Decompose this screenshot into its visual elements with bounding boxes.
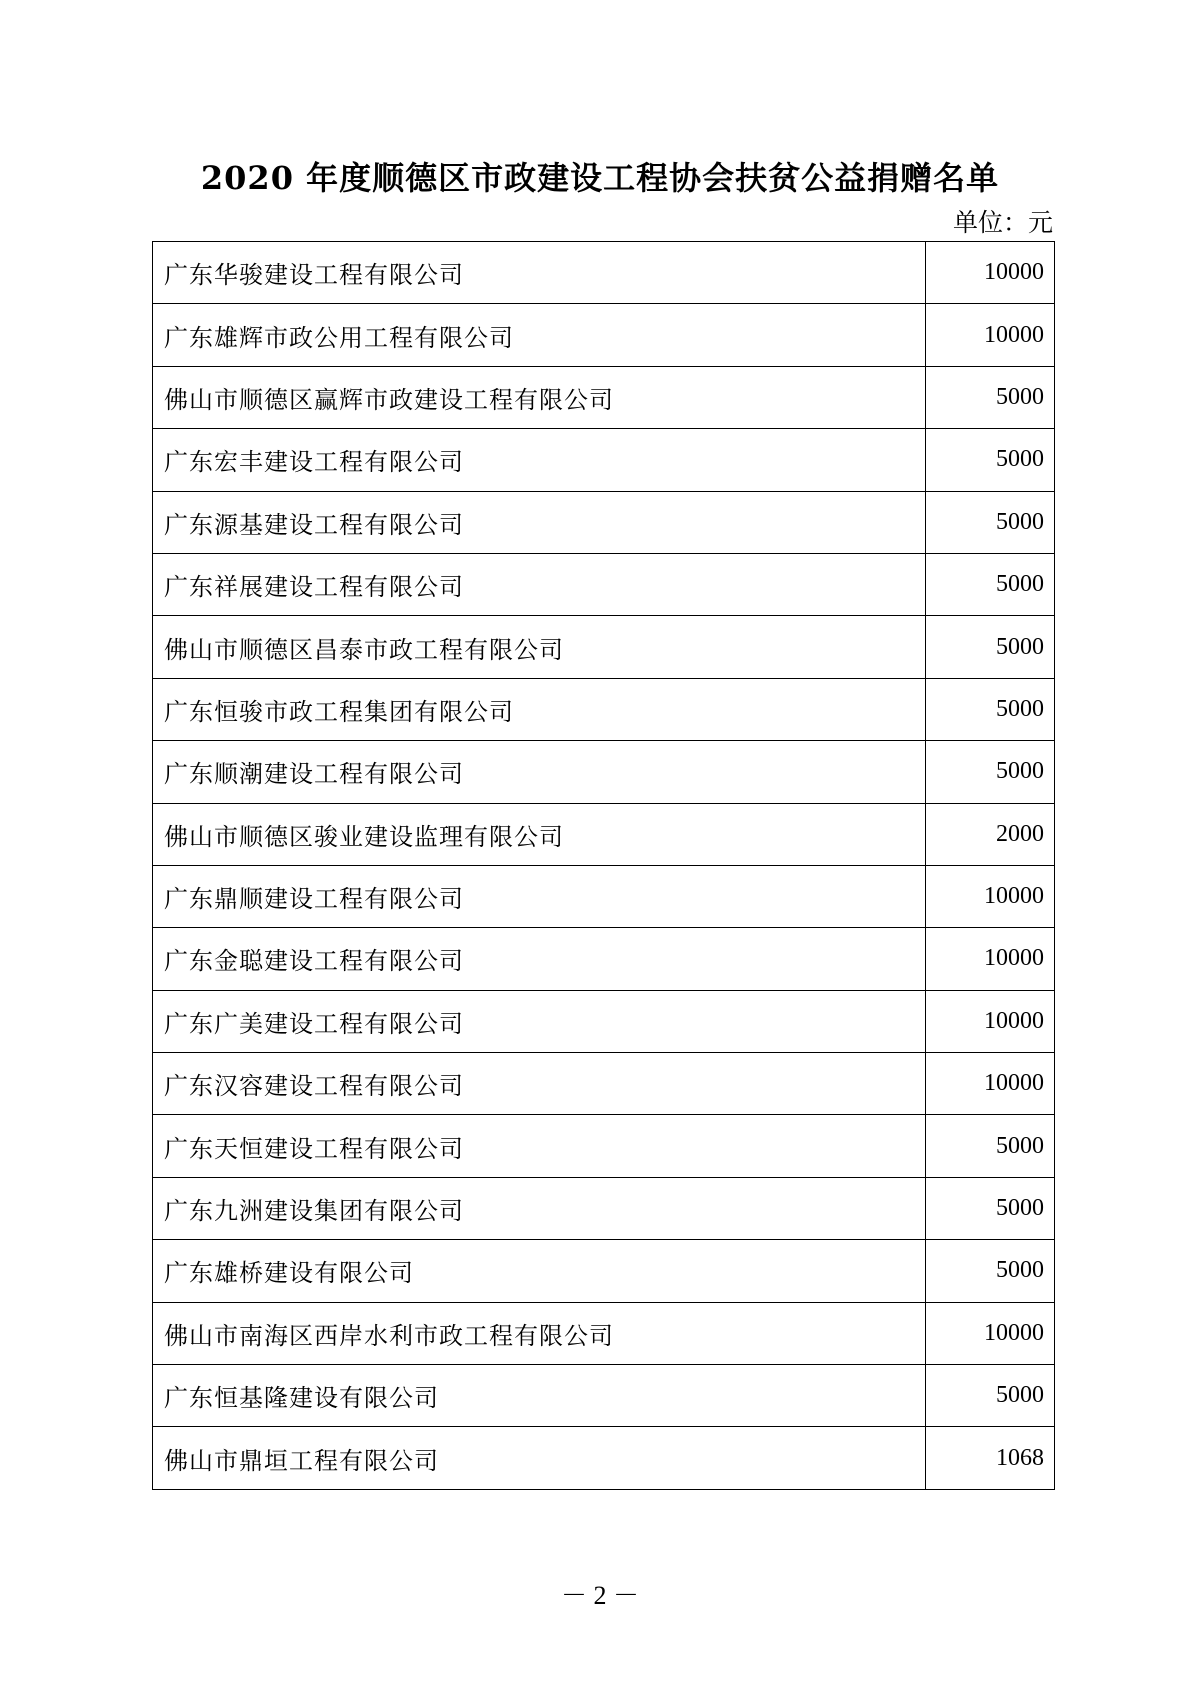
table-row [153,678,1055,740]
donor-name-cell: 佛山市顺德区昌泰市政工程有限公司 [153,616,926,678]
donor-name-cell: 广东广美建设工程有限公司 [153,990,926,1052]
donor-name-cell: 广东祥展建设工程有限公司 [153,553,926,615]
donation-amount-cell: 10000 [926,1302,1055,1364]
donor-name-cell: 广东金聪建设工程有限公司 [153,928,926,990]
donation-amount-cell: 5000 [926,1365,1055,1427]
table-row [153,366,1055,428]
donor-name-cell: 广东雄辉市政公用工程有限公司 [153,304,926,366]
donation-amount-cell: 5000 [926,366,1055,428]
donor-name-cell: 广东宏丰建设工程有限公司 [153,429,926,491]
donor-name-cell: 广东恒骏市政工程集团有限公司 [153,678,926,740]
donation-amount-cell: 5000 [926,678,1055,740]
donation-amount-cell: 2000 [926,803,1055,865]
table-row [153,928,1055,990]
donation-amount-cell: 5000 [926,553,1055,615]
donor-name-cell: 佛山市顺德区骏业建设监理有限公司 [153,803,926,865]
donor-name-cell: 广东恒基隆建设有限公司 [153,1365,926,1427]
table-row [153,304,1055,366]
donor-name-cell: 广东顺潮建设工程有限公司 [153,741,926,803]
donation-amount-cell: 5000 [926,616,1055,678]
donor-name-cell: 广东华骏建设工程有限公司 [153,242,926,304]
donor-name-cell: 广东九洲建设集团有限公司 [153,1177,926,1239]
donor-name-cell: 佛山市鼎垣工程有限公司 [153,1427,926,1489]
table-row [153,1053,1055,1115]
donation-amount-cell: 5000 [926,491,1055,553]
donor-name-cell: 佛山市顺德区赢辉市政建设工程有限公司 [153,366,926,428]
donor-name-cell: 广东雄桥建设有限公司 [153,1240,926,1302]
table-row [153,1365,1055,1427]
donor-name-cell: 广东汉容建设工程有限公司 [153,1053,926,1115]
table-row [153,1115,1055,1177]
donation-amount-cell: 5000 [926,429,1055,491]
table-row [153,741,1055,803]
table-row [153,429,1055,491]
table-row [153,990,1055,1052]
table-row [153,1177,1055,1239]
table-row [153,553,1055,615]
table-row [153,1240,1055,1302]
donation-amount-cell: 1068 [926,1427,1055,1489]
donation-amount-cell: 5000 [926,1177,1055,1239]
donation-amount-cell: 5000 [926,1240,1055,1302]
table-row [153,1302,1055,1364]
unit-label: 单位：元 [952,208,1053,237]
donation-amount-cell: 10000 [926,990,1055,1052]
page-number: － 2 － [560,1581,639,1610]
table-row [153,242,1055,304]
table-row [153,491,1055,553]
table-row [153,865,1055,927]
donation-table [152,241,1055,1490]
table-row [153,803,1055,865]
donation-amount-cell: 10000 [926,1053,1055,1115]
donor-name-cell: 广东鼎顺建设工程有限公司 [153,865,926,927]
table-row [153,616,1055,678]
donor-name-cell: 广东天恒建设工程有限公司 [153,1115,926,1177]
donation-amount-cell: 5000 [926,1115,1055,1177]
donor-name-cell: 广东源基建设工程有限公司 [153,491,926,553]
donation-amount-cell: 10000 [926,304,1055,366]
donation-amount-cell: 10000 [926,242,1055,304]
table-row [153,1427,1055,1489]
page-title: 2020 年度顺德区市政建设工程协会扶贫公益捐赠名单 [200,159,1000,197]
donation-amount-cell: 5000 [926,741,1055,803]
donation-amount-cell: 10000 [926,928,1055,990]
donor-name-cell: 佛山市南海区西岸水利市政工程有限公司 [153,1302,926,1364]
donation-table-body [153,242,1055,1490]
donation-amount-cell: 10000 [926,865,1055,927]
